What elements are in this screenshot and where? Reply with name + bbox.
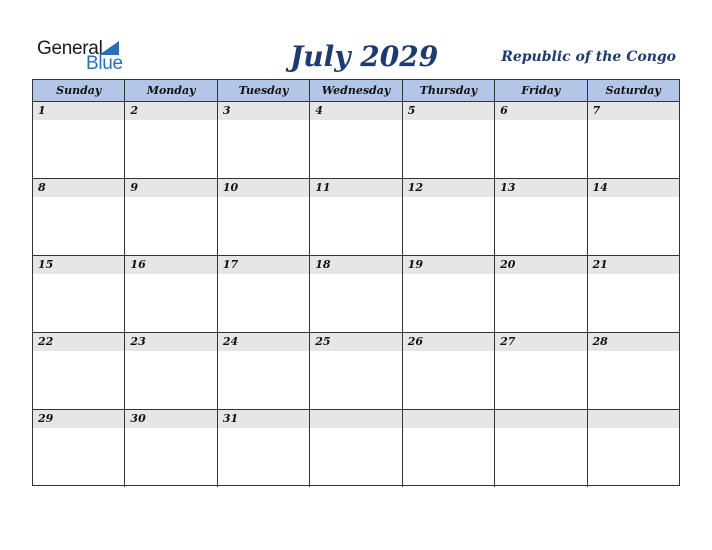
weekday-thursday: Thursday [403,80,495,101]
day-number: 17 [222,258,239,271]
day-number: 18 [315,258,331,271]
day-cell [310,333,402,409]
week-row [33,179,679,256]
weekday-tuesday: Tuesday [218,80,310,101]
day-cell [588,333,679,409]
country-name: Republic of the Congo [501,49,676,65]
day-cell [310,102,402,178]
day-cell [218,256,310,332]
day-number: 20 [500,258,516,271]
day-number: 3 [222,104,231,117]
day-cell [403,333,495,409]
day-number: 9 [130,181,139,194]
day-cell [125,102,217,178]
day-cell [33,102,125,178]
logo-text-blue: Blue [86,53,123,74]
day-number: 27 [500,335,516,348]
day-cell [403,102,495,178]
week-row [33,410,679,487]
calendar-title: July 2029 [290,40,439,73]
day-number: 7 [592,104,601,117]
day-cell [495,333,587,409]
day-cell [588,179,679,255]
day-cell [310,179,402,255]
day-cell [33,179,125,255]
day-cell [33,256,125,332]
weekday-header [33,80,679,102]
day-number: 5 [407,104,416,117]
day-cell [403,179,495,255]
day-cell [125,410,217,487]
day-cell [403,410,495,487]
day-number: 29 [38,412,54,425]
calendar-grid [32,79,680,486]
day-number: 12 [407,181,423,194]
day-cell [495,102,587,178]
weekday-friday: Friday [495,80,587,101]
day-number: 24 [222,335,239,348]
day-cell [218,102,310,178]
day-cell [33,333,125,409]
day-cell [125,256,217,332]
day-cell [588,410,679,487]
day-number: 10 [222,181,239,194]
day-number: 31 [222,412,239,425]
logo-text-general: General [37,38,103,59]
day-cell [310,410,402,487]
weekday-saturday: Saturday [605,84,661,97]
day-cell [310,256,402,332]
day-number: 14 [592,181,608,194]
day-number: 19 [407,258,423,271]
week-row [33,333,679,410]
weekday-sunday: Sunday [33,80,125,101]
day-cell [588,102,679,178]
day-cell [218,333,310,409]
week-row [33,256,679,333]
day-number: 23 [130,335,146,348]
day-number: 11 [315,181,331,194]
day-cell [495,410,587,487]
day-number: 1 [38,104,46,117]
day-cell [218,410,310,487]
day-number: 21 [592,258,608,271]
day-number: 15 [38,258,54,271]
day-number: 16 [130,258,146,271]
day-number: 4 [315,104,323,117]
day-cell [403,256,495,332]
day-number: 6 [500,104,508,117]
day-number: 25 [315,335,331,348]
day-cell [495,179,587,255]
day-number: 22 [38,335,54,348]
day-cell [125,179,217,255]
weekday-monday: Monday [125,80,217,101]
weekday-wednesday: Wednesday [310,80,402,101]
week-row [33,102,679,179]
day-number: 26 [407,335,423,348]
day-number: 8 [38,181,46,194]
day-number: 28 [592,335,608,348]
day-cell [495,256,587,332]
day-cell [218,179,310,255]
day-cell [125,333,217,409]
generalblue-logo [37,38,127,74]
day-cell [33,410,125,487]
day-number: 30 [130,412,146,425]
day-cell [588,256,679,332]
day-number: 2 [130,104,139,117]
day-number: 13 [500,181,516,194]
